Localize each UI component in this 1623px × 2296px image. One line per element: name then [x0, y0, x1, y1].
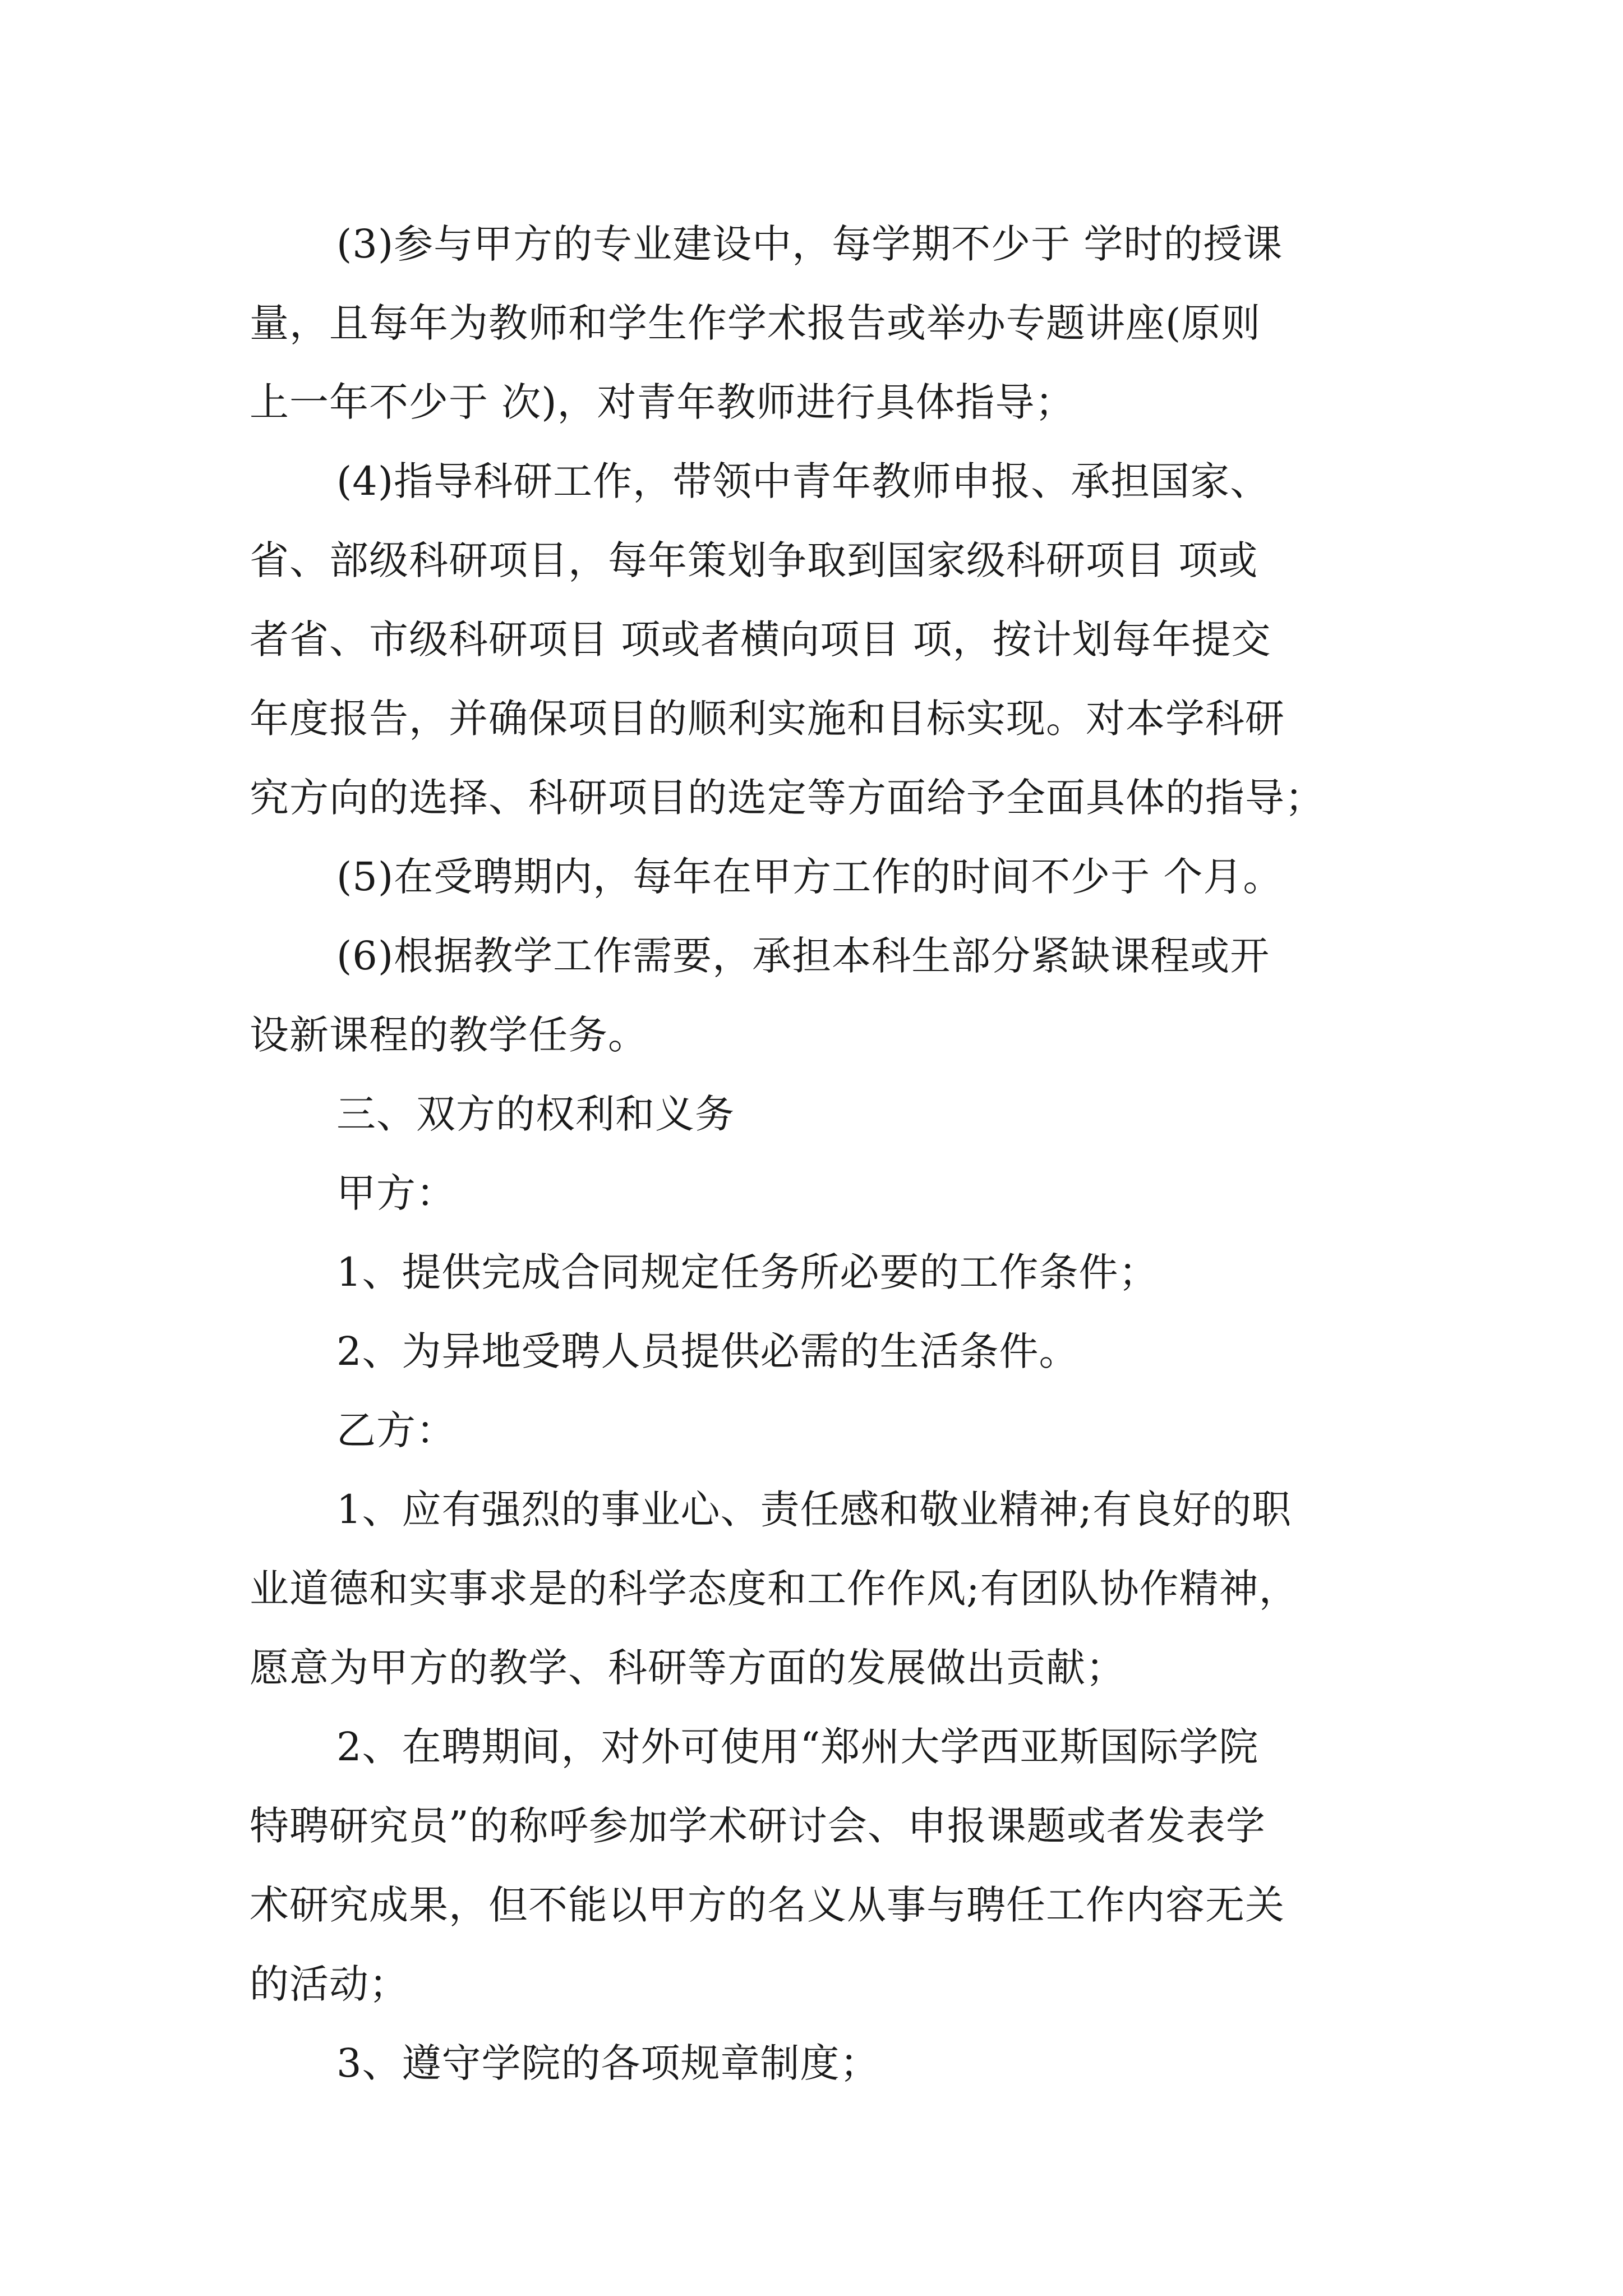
paragraph-6-line-2: 设新课程的教学任务。: [250, 1012, 648, 1058]
paragraph-4-line-2: 省、部级科研项目，每年策划争取到国家级科研项目 项或: [250, 537, 1258, 583]
party-a-item-1: 1、提供完成合同规定任务所必要的工作条件；: [336, 1249, 1159, 1295]
paragraph-6-line-1: (6)根据教学工作需要，承担本科生部分紧缺课程或开: [336, 933, 1270, 979]
paragraph-4-line-3: 者省、市级科研项目 项或者横向项目 项，按计划每年提交: [250, 616, 1271, 662]
paragraph-3-line-2: 量，且每年为教师和学生作学术报告或举办专题讲座(原则: [250, 300, 1261, 346]
party-b-heading: 乙方：: [336, 1407, 456, 1453]
party-a-item-2: 2、为异地受聘人员提供必需的生活条件。: [336, 1328, 1079, 1374]
party-a-heading: 甲方：: [336, 1170, 456, 1216]
party-b-item-3: 3、遵守学院的各项规章制度；: [336, 2040, 880, 2086]
party-b-item-1-line-3: 愿意为甲方的教学、科研等方面的发展做出贡献；: [250, 1645, 1126, 1691]
party-b-item-1-line-1: 1、应有强烈的事业心、责任感和敬业精神;有良好的职: [336, 1487, 1292, 1533]
paragraph-4-line-1: (4)指导科研工作，带领中青年教师申报、承担国家、: [336, 458, 1270, 504]
party-b-item-2-line-1: 2、在聘期间，对外可使用“郑州大学西亚斯国际学院: [336, 1724, 1259, 1770]
party-b-item-1-line-2: 业道德和实事求是的科学态度和工作作风;有团队协作精神，: [250, 1566, 1299, 1612]
paragraph-3-line-1: (3)参与甲方的专业建设中，每学期不少于 学时的授课: [336, 221, 1283, 267]
paragraph-3-line-3: 上一年不少于 次)，对青年教师进行具体指导；: [250, 379, 1075, 425]
party-b-item-2-line-2: 特聘研究员”的称呼参加学术研讨会、申报课题或者发表学: [250, 1803, 1266, 1849]
paragraph-5-line-1: (5)在受聘期内，每年在甲方工作的时间不少于 个月。: [336, 854, 1283, 900]
party-b-item-2-line-3: 术研究成果，但不能以甲方的名义从事与聘任工作内容无关: [250, 1882, 1285, 1928]
paragraph-4-line-4: 年度报告，并确保项目的顺利实施和目标实现。对本学科研: [250, 696, 1285, 742]
paragraph-4-line-5: 究方向的选择、科研项目的选定等方面给予全面具体的指导；: [250, 775, 1325, 821]
section-heading: 三、双方的权利和义务: [336, 1091, 735, 1137]
party-b-item-2-line-4: 的活动；: [250, 1961, 409, 2007]
